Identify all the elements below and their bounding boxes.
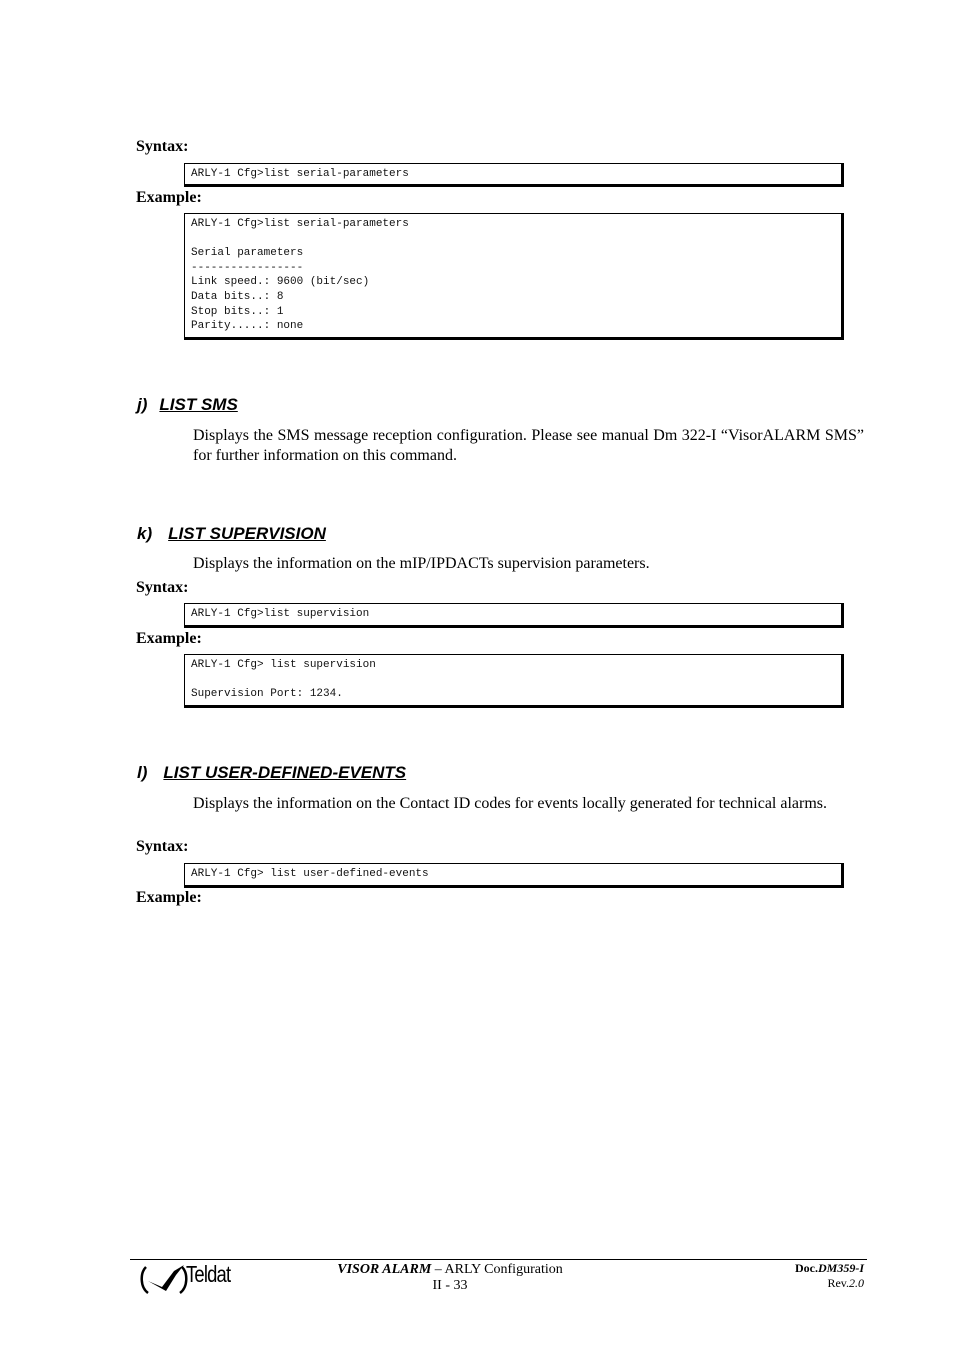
code-box (184, 603, 844, 628)
syntax-label: Syntax: (136, 838, 189, 855)
section-heading-k (137, 524, 326, 544)
section-letter: j) (137, 395, 148, 414)
footer-page-number: II - 33 (432, 1278, 468, 1293)
section-heading-j (137, 395, 238, 415)
example-code: ARLY-1 Cfg>list serial-parameters Serial parameters ----------------- Link speed.: 9600 (bit/sec) Data bits..: 8 Stop bits..: 1 Parity.....: none (191, 218, 409, 333)
section-letter: l) (137, 763, 148, 782)
teldat-logo: Teldat (186, 1261, 231, 1287)
footer-rule (130, 1259, 867, 1260)
section-heading-l (137, 763, 406, 783)
syntax-code: ARLY-1 Cfg>list serial-parameters (191, 168, 409, 180)
example-label: Example: (136, 189, 202, 206)
syntax-label: Syntax: (136, 579, 189, 596)
code-box (184, 163, 844, 187)
code-box (184, 213, 844, 340)
section-title: LIST SMS (159, 395, 238, 414)
syntax-code: ARLY-1 Cfg>list supervision (191, 608, 370, 620)
section-description: Displays the information on the Contact ID codes for events locally generated for technical alarms. (193, 795, 828, 812)
example-code: ARLY-1 Cfg> list supervision Supervision Port: 1234. (191, 659, 376, 701)
section-description: Displays the information on the mIP/IPDACTs supervision parameters. (193, 555, 650, 572)
section-title: LIST SUPERVISION (168, 524, 326, 543)
syntax-label: Syntax: (136, 138, 189, 155)
section-letter: k) (137, 524, 153, 543)
example-label: Example: (136, 889, 202, 906)
footer-revision: Rev.2.0 (827, 1276, 864, 1290)
section-description: Displays the SMS message reception configuration. Please see manual Dm 322-I “VisorALARM SMS” for further information on this command. (193, 427, 864, 464)
footer-doc-title: VISOR ALARM – ARLY Configuration (337, 1262, 563, 1277)
syntax-code: ARLY-1 Cfg> list user-defined-events (191, 868, 429, 880)
code-box (184, 654, 844, 708)
example-label: Example: (136, 630, 202, 647)
section-title: LIST USER-DEFINED-EVENTS (163, 763, 407, 782)
code-box (184, 863, 844, 888)
footer-doc-ref: Doc.DM359-I (794, 1261, 864, 1275)
